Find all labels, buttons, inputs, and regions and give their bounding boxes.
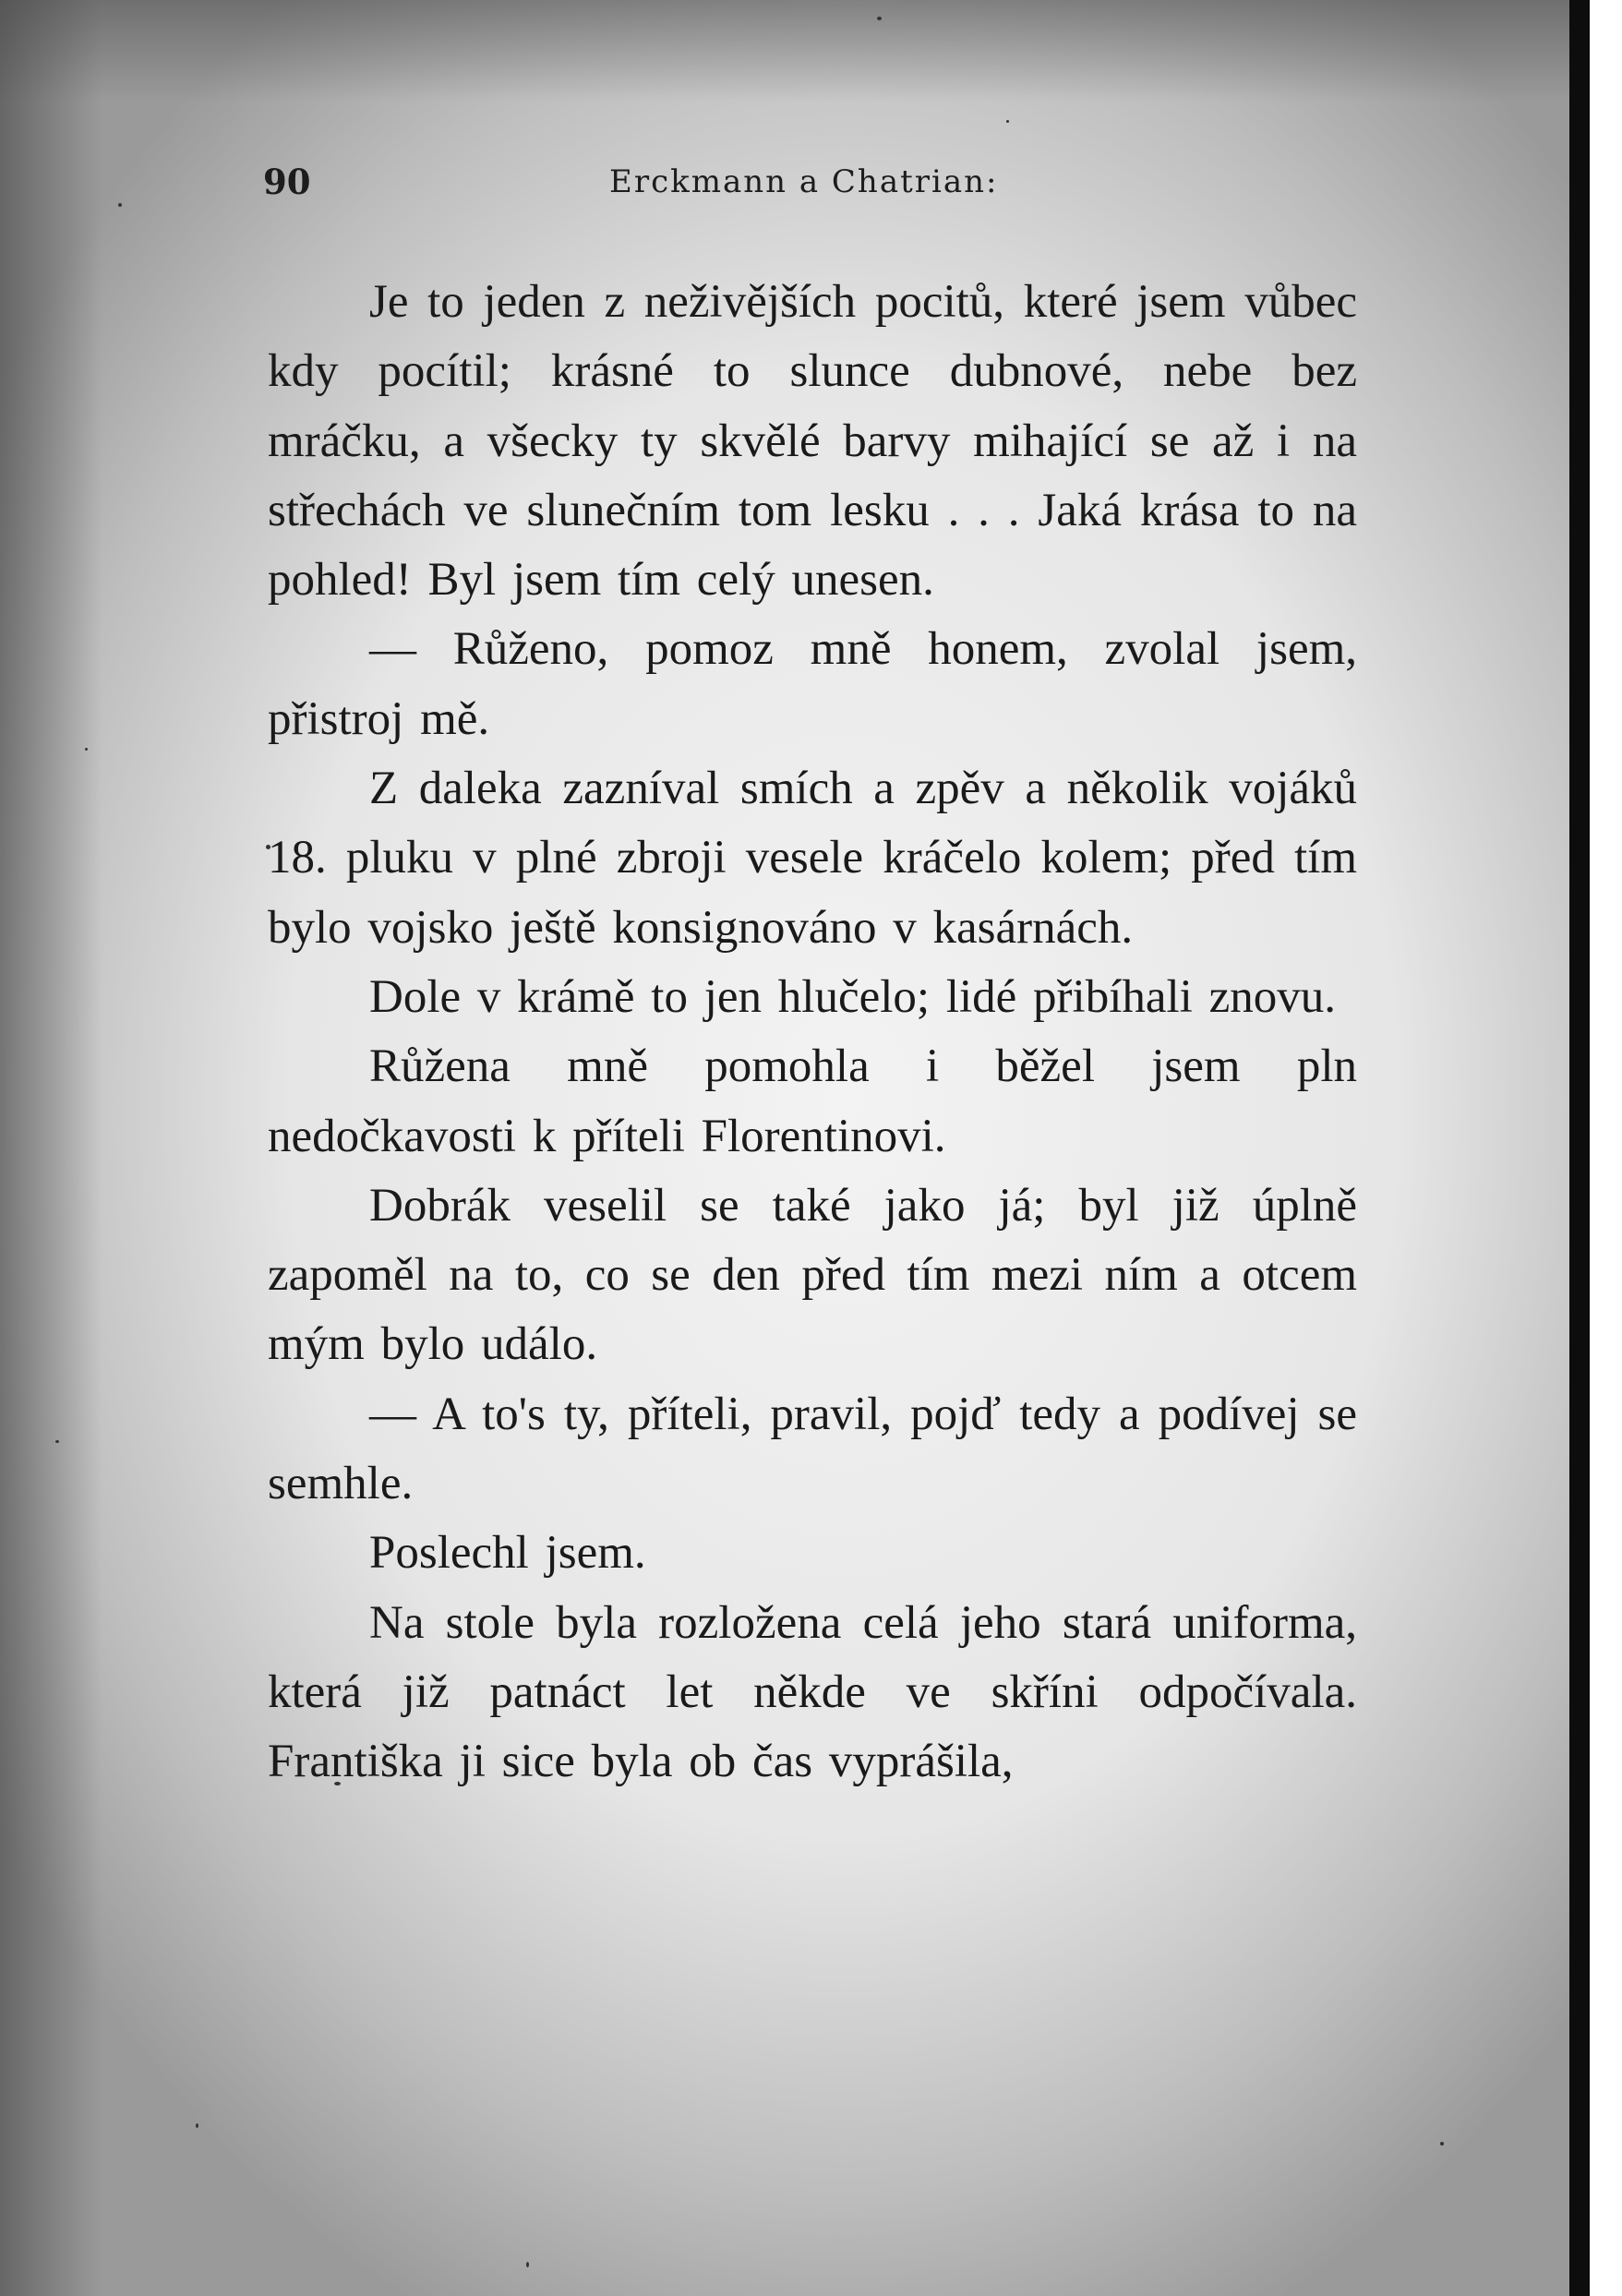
top-edge-shadow [0,0,1622,102]
paragraph: — A to's ty, příteli, pravil, pojď tedy a podívej se semhle. [268,1388,1357,1510]
paragraph: Dobrák veselil se také jako já; byl již úplně zapoměl na to, co se den před tím mezi ním a otcem mým bylo událo. [268,1179,1357,1371]
paragraph: Na stole byla rozložena celá jeho stará uniforma, která již patnáct let někde ve skříni odpočívala. Františka ji sice byla ob čas vyprášila, [268,1596,1357,1788]
book-spine-edge [1569,0,1590,2296]
paragraph: Je to jeden z neživějších pocitů, které jsem vůbec kdy pocítil; krásné to slunce dubnové, nebe bez mráčku, a všecky ty skvělé barvy mihající se až i na střechách ve slunečním tom lesku . . . Jaká krása to na pohled! Byl jsem tím celý unesen. [268,276,1357,607]
paragraph: Z daleka zazníval smích a zpěv a několik vojáků 18. pluku v plné zbroji vesele kráčelo kolem; před tím bylo vojsko ještě konsignováno v kasárnách. [268,763,1357,954]
paragraph: Poslechl jsem. [369,1527,646,1580]
left-edge-shadow [0,0,102,2296]
paragraph: Růžena mně pomohla i běžel jsem pln nedočkavosti k příteli Florentinovi. [268,1040,1357,1162]
body-text [268,268,1357,1797]
paragraph: — Růženo, pomoz mně honem, zvolal jsem, přistroj mě. [268,623,1357,745]
right-margin [1590,0,1622,2296]
page-number: 90 [263,162,311,202]
running-head: Erckmann a Chatrian: [609,163,999,200]
page-header [263,162,1039,208]
paragraph: Dole v krámě to jen hlučelo; lidé přibíhali znovu. [369,970,1336,1023]
